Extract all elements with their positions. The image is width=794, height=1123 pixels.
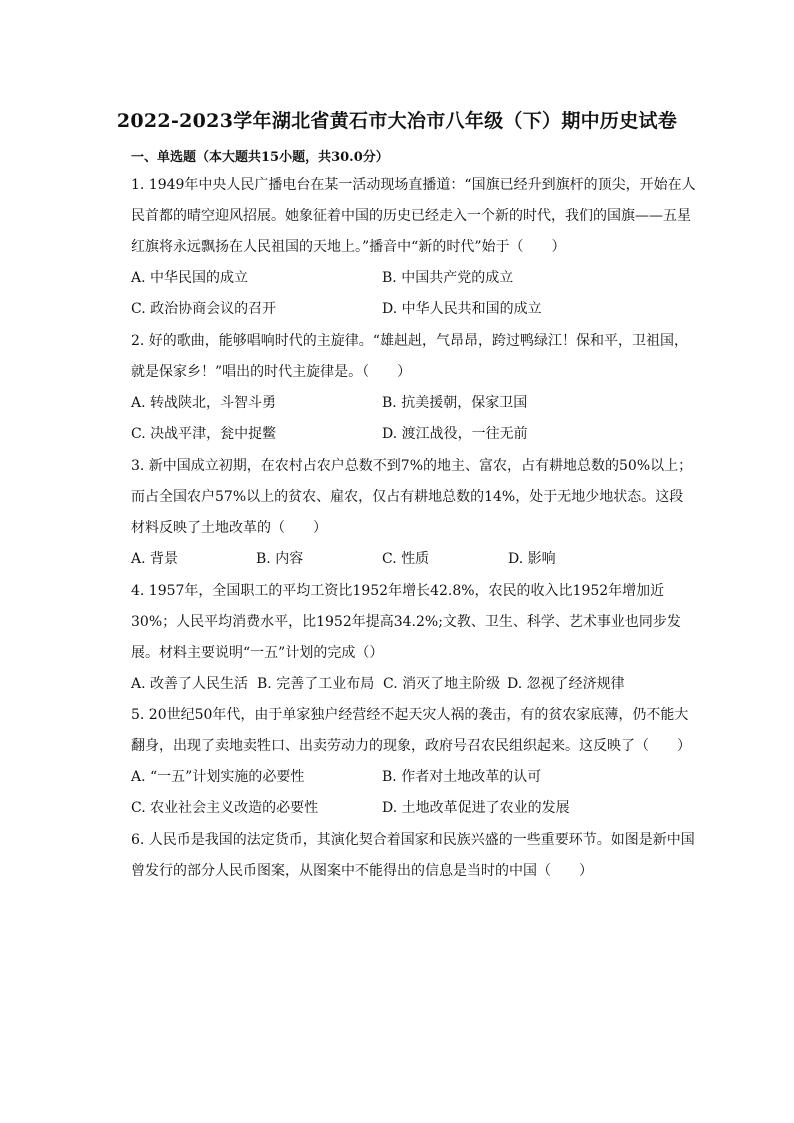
question-1-option-a: A. 中华民国的成立 <box>131 270 249 286</box>
question-3-option-a: A. 背景 <box>131 551 179 567</box>
question-4-option-c: C. 消灭了地主阶级 <box>383 676 501 692</box>
question-5-option-a: A. “一五”计划实施的必要性 <box>131 769 305 785</box>
question-1 <box>131 170 696 263</box>
question-1-option-d: D. 中华人民共和国的成立 <box>382 301 542 317</box>
question-3-option-c: C. 性质 <box>382 551 430 567</box>
question-4-option-d: D. 忽视了经济规律 <box>507 676 625 692</box>
question-2-options-row-2 <box>131 419 696 450</box>
question-3-options-row <box>131 544 696 575</box>
question-3-option-d: D. 影响 <box>508 551 556 567</box>
question-4-stem: 4. 1957年，全国职工的平均工资比1952年增长42.8%，农民的收入比1952年增加近30%；人民平均消费水平，比1952年提高34.2%;文教、卫生、科学、艺术事业也同步发展。材料主要说明“一五”计划的完成（） <box>131 583 681 661</box>
question-5-option-c: C. 农业社会主义改造的必要性 <box>131 800 319 816</box>
question-2-option-d: D. 渡江战役，一往无前 <box>382 426 528 442</box>
question-3-stem: 3. 新中国成立初期，在农村占农户总数不到7%的地主、富农，占有耕地总数的50%以上；而占全国农户57%以上的贫农、雇农，仅占有耕地总数的14%，处于无地少地状态。这段材料反映了土地改革的（ ） <box>131 458 693 536</box>
question-2-option-b: B. 抗美援朝，保家卫国 <box>382 395 528 411</box>
question-5-options-row-2 <box>131 793 696 824</box>
question-2 <box>131 326 696 388</box>
question-2-stem: 2. 好的歌曲，能够唱响时代的主旋律。“雄赳赳，气昂昂，跨过鸭绿江！保和平，卫祖国，就是保家乡！”唱出的时代主旋律是。（ ） <box>131 333 688 380</box>
question-1-stem: 1. 1949年中央人民广播电台在某一活动现场直播道：“国旗已经升到旗杆的顶尖，开始在人民首都的晴空迎风招展。她象征着中国的历史已经走入一个新的时代，我们的国旗——五星红旗将永远飘扬在人民祖国的天地上。”播音中“新的时代”始于（ ） <box>131 177 696 255</box>
question-6-stem: 6. 人民币是我国的法定货币，其演化契合着国家和民族兴盛的一些重要环节。如图是新中国曾发行的部分人民币图案，从图案中不能得出的信息是当时的中国（ ） <box>131 832 695 879</box>
exam-title: 2022-2023学年湖北省黄石市大冶市八年级（下）期中历史试卷 <box>116 110 678 132</box>
question-5 <box>131 700 696 762</box>
question-2-option-a: A. 转战陕北，斗智斗勇 <box>131 395 277 411</box>
question-4 <box>131 576 696 669</box>
section-heading: 一、单选题（本大题共15小题，共30.0分） <box>131 150 389 165</box>
question-5-option-d: D. 土地改革促进了农业的发展 <box>382 800 570 816</box>
question-6 <box>131 825 696 887</box>
question-4-options-row <box>131 669 696 700</box>
question-5-option-b: B. 作者对土地改革的认可 <box>382 769 542 785</box>
question-4-option-b: B. 完善了工业布局 <box>257 676 375 692</box>
question-5-options-row-1 <box>131 762 696 793</box>
question-1-options-row-1 <box>131 263 696 294</box>
question-2-options-row-1 <box>131 388 696 419</box>
question-1-option-b: B. 中国共产党的成立 <box>382 270 514 286</box>
question-1-options-row-2 <box>131 294 696 325</box>
question-1-option-c: C. 政治协商会议的召开 <box>131 301 277 317</box>
question-5-stem: 5. 20世纪50年代，由于单家独户经营经不起天灾人祸的袭击，有的贫农家底薄，仍不能大翻身，出现了卖地卖牲口、出卖劳动力的现象，政府号召农民组织起来。这反映了（ ） <box>131 707 691 754</box>
question-3 <box>131 451 696 544</box>
question-2-option-c: C. 决战平津，瓮中捉鳖 <box>131 426 277 442</box>
question-3-option-b: B. 内容 <box>256 551 304 567</box>
question-4-option-a: A. 改善了人民生活 <box>131 676 249 692</box>
